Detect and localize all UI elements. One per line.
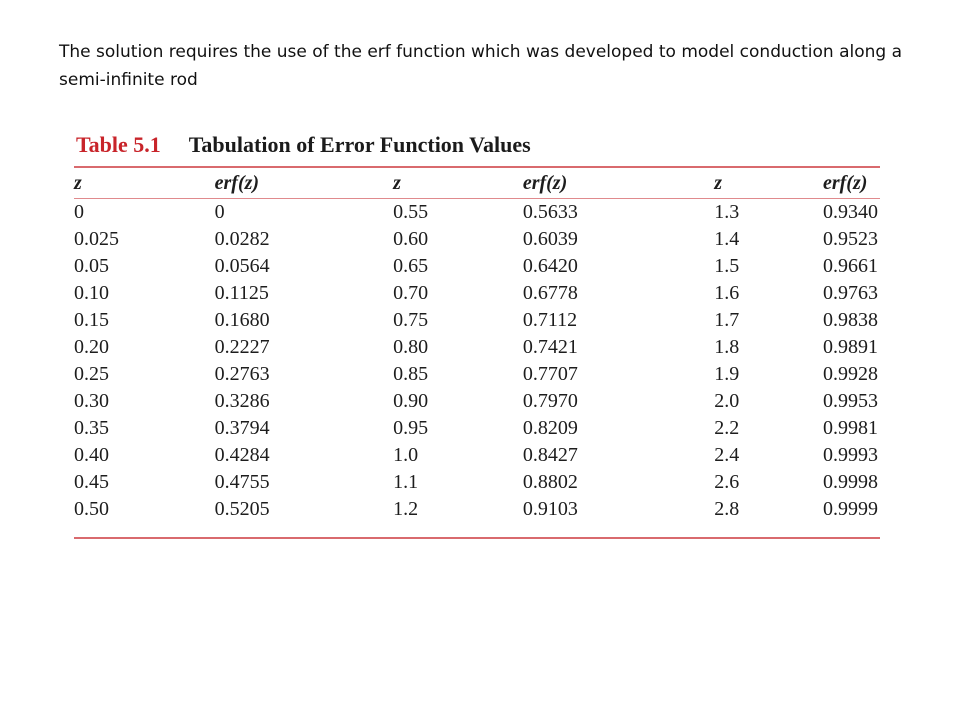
table-row (74, 469, 880, 496)
table-caption (72, 128, 880, 162)
cell-z-3: 2.8 (714, 498, 740, 520)
cell-erf-1: 0.2227 (214, 336, 270, 358)
cell-erf-1: 0 (214, 201, 225, 223)
cell-z-2: 0.70 (393, 282, 429, 304)
cell-z-1: 0.05 (74, 255, 109, 277)
cell-erf-3: 0.9993 (822, 444, 878, 466)
cell-z-2: 0.75 (393, 309, 429, 331)
table-row (74, 415, 880, 442)
table-row (74, 388, 880, 415)
table-row (74, 334, 880, 361)
cell-erf-2: 0.5633 (522, 201, 578, 223)
cell-erf-1: 0.4755 (214, 471, 270, 493)
table-row (74, 280, 880, 307)
intro-text: The solution requires the use of the erf function which was developed to model conduction along a semi-infinite rod (59, 42, 903, 90)
cell-erf-1: 0.5205 (214, 498, 270, 520)
table-row (74, 307, 880, 334)
cell-z-3: 1.3 (714, 201, 740, 223)
cell-z-1: 0.45 (74, 471, 109, 493)
header-z-2: z (393, 172, 401, 194)
cell-z-2: 1.1 (393, 471, 419, 493)
cell-z-3: 1.5 (714, 255, 740, 277)
cell-z-3: 1.7 (714, 309, 740, 331)
cell-z-3: 2.4 (714, 444, 740, 466)
cell-erf-2: 0.9103 (522, 498, 578, 520)
error-function-table (74, 168, 880, 523)
header-z-3: z (714, 172, 723, 194)
header-erf-2: erf(z) (522, 172, 568, 194)
cell-erf-2: 0.6778 (522, 282, 578, 304)
table-row (74, 199, 880, 226)
cell-erf-1: 0.2763 (214, 363, 270, 385)
cell-erf-3: 0.9981 (822, 417, 878, 439)
cell-erf-2: 0.8802 (522, 471, 578, 493)
cell-z-1: 0.10 (74, 282, 109, 304)
cell-z-1: 0.50 (74, 498, 109, 520)
table-row (74, 226, 880, 253)
header-z-1: z (74, 172, 82, 194)
cell-erf-1: 0.1680 (214, 309, 270, 331)
cell-erf-2: 0.6420 (522, 255, 578, 277)
cell-erf-2: 0.8209 (522, 417, 578, 439)
cell-z-2: 0.80 (393, 336, 429, 358)
cell-erf-3: 0.9340 (822, 201, 878, 223)
cell-erf-2: 0.6039 (522, 228, 578, 250)
bottom-rule (74, 537, 880, 539)
error-function-table-figure (72, 128, 880, 539)
cell-z-2: 1.2 (393, 498, 419, 520)
cell-z-1: 0.25 (74, 363, 109, 385)
cell-erf-1: 0.0282 (214, 228, 270, 250)
cell-z-1: 0.30 (74, 390, 109, 412)
cell-erf-1: 0.3286 (214, 390, 270, 412)
table-row (74, 496, 880, 523)
cell-erf-2: 0.7970 (522, 390, 578, 412)
cell-erf-3: 0.9953 (822, 390, 878, 412)
cell-erf-3: 0.9998 (822, 471, 878, 493)
table-row (74, 361, 880, 388)
cell-z-2: 0.95 (393, 417, 429, 439)
cell-erf-3: 0.9928 (822, 363, 878, 385)
cell-erf-3: 0.9661 (822, 255, 878, 277)
cell-z-3: 1.9 (714, 363, 740, 385)
cell-z-3: 2.2 (714, 417, 740, 439)
header-row (74, 168, 880, 198)
cell-z-2: 1.0 (393, 444, 419, 466)
cell-z-3: 2.6 (714, 471, 740, 493)
table-title: Tabulation of Error Function Values (188, 132, 531, 157)
cell-z-2: 0.55 (393, 201, 429, 223)
table-row (74, 442, 880, 469)
cell-z-1: 0.40 (74, 444, 109, 466)
cell-erf-3: 0.9999 (822, 498, 878, 520)
cell-z-1: 0.15 (74, 309, 109, 331)
table-row (74, 253, 880, 280)
cell-z-2: 0.60 (393, 228, 429, 250)
cell-z-3: 1.6 (714, 282, 740, 304)
header-erf-3: erf(z) (822, 172, 868, 194)
cell-erf-2: 0.7421 (522, 336, 578, 358)
table-body (74, 199, 880, 523)
cell-erf-3: 0.9891 (822, 336, 878, 358)
table-label: Table 5.1 (76, 132, 161, 157)
cell-erf-1: 0.0564 (214, 255, 270, 277)
cell-z-1: 0.025 (74, 228, 119, 250)
cell-z-1: 0.35 (74, 417, 109, 439)
header-erf-1: erf(z) (214, 172, 260, 194)
cell-z-2: 0.65 (393, 255, 429, 277)
cell-erf-1: 0.4284 (214, 444, 270, 466)
cell-erf-3: 0.9763 (822, 282, 878, 304)
cell-erf-1: 0.1125 (214, 282, 269, 304)
cell-z-1: 0 (74, 201, 84, 223)
cell-z-2: 0.90 (393, 390, 429, 412)
cell-z-3: 1.8 (714, 336, 740, 358)
cell-erf-2: 0.7707 (522, 363, 578, 385)
cell-erf-1: 0.3794 (214, 417, 270, 439)
cell-erf-3: 0.9523 (822, 228, 878, 250)
cell-erf-2: 0.7112 (522, 309, 578, 331)
cell-z-3: 1.4 (714, 228, 740, 250)
cell-erf-3: 0.9838 (822, 309, 878, 331)
cell-z-3: 2.0 (714, 390, 740, 412)
cell-erf-2: 0.8427 (522, 444, 578, 466)
cell-z-1: 0.20 (74, 336, 109, 358)
cell-z-2: 0.85 (393, 363, 429, 385)
